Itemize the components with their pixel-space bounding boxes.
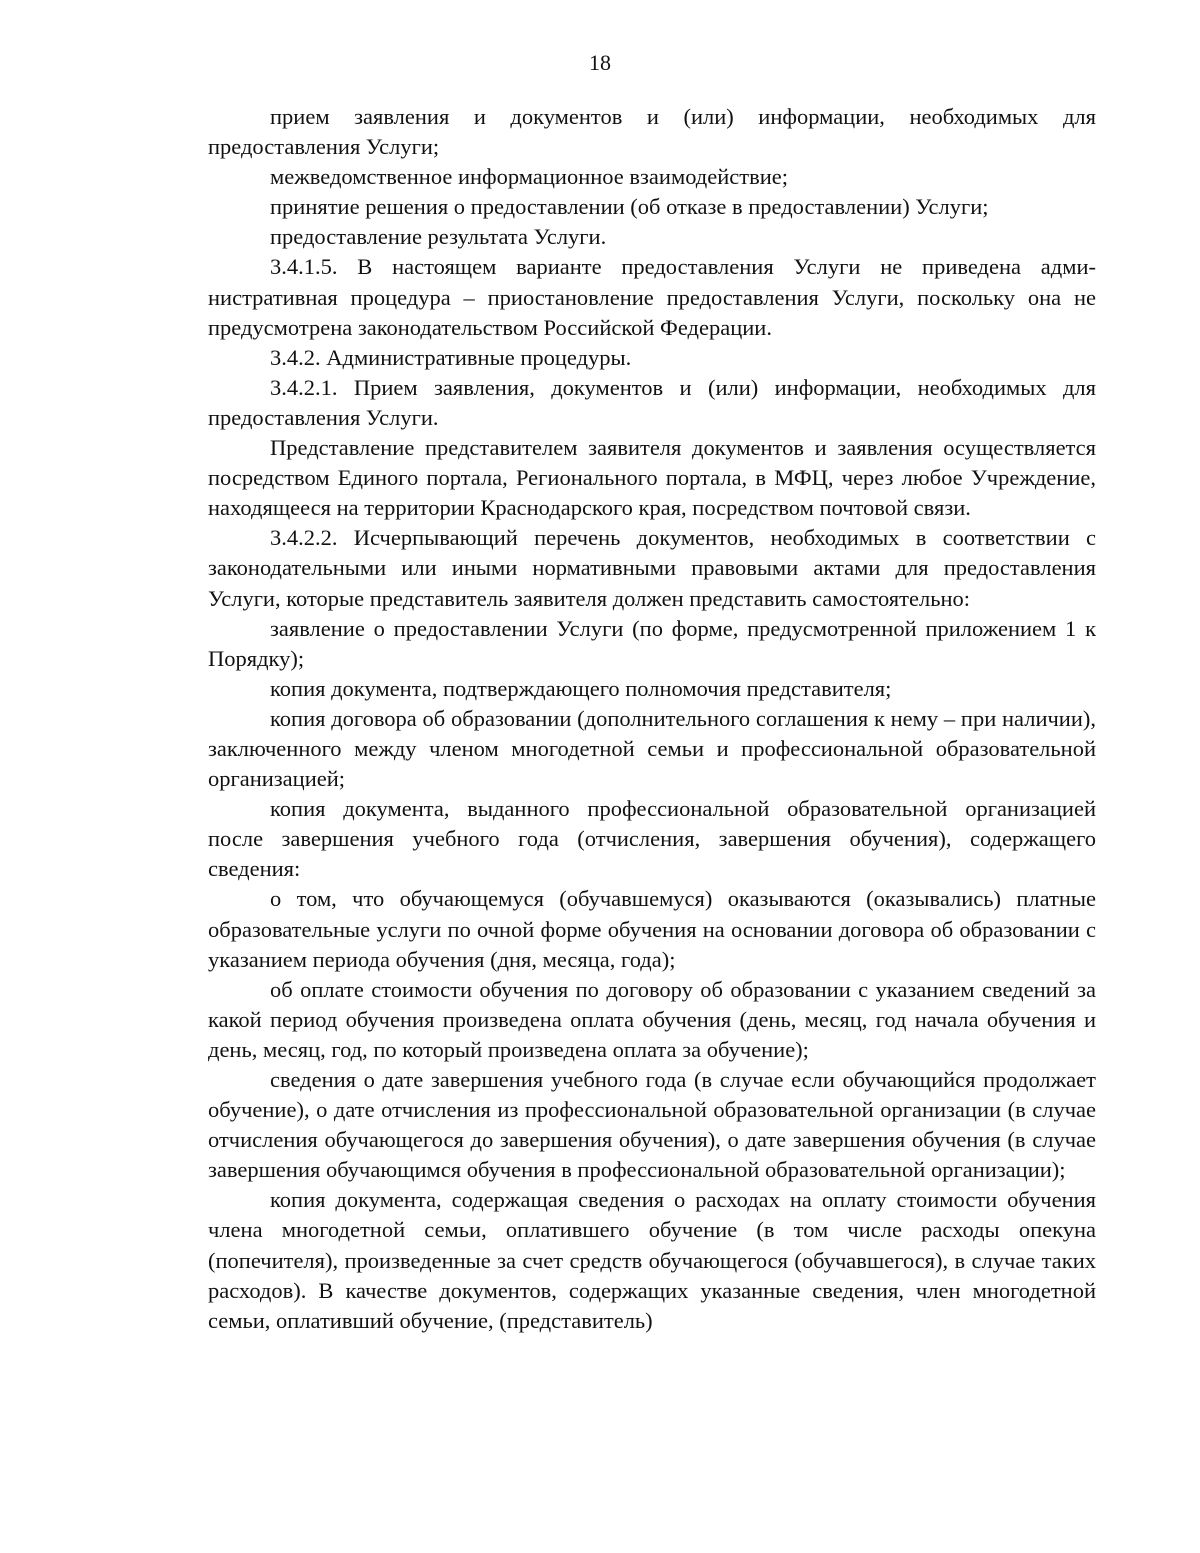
list-item: о том, что обучающемуся (обучавшемуся) оказываются (оказывались) платные образовательные услуги по очной форме обучения на основании договора об образовании с указанием периода обучения (дня, месяца, года); — [208, 886, 1096, 972]
section-heading: 3.4.2. Административные процедуры. — [270, 344, 632, 370]
section-heading: 3.4.2.1. Прием заявления, документов и (или) информации, необходимых для предоставления Услуги. — [208, 374, 1096, 430]
paragraph: межведомственное информационное взаимодействие; — [270, 164, 788, 190]
paragraph: прием заявления и документов и (или) информации, необходимых для предоставления Услуги; — [208, 104, 1096, 160]
paragraph: 3.4.2.2. Исчерпывающий перечень документов, необходимых в соответствии с законодательными или иными нормативными правовыми актами для предоставления Услуги, которые представитель заявителя должен представить самостоятельно: — [208, 525, 1096, 611]
list-item: об оплате стоимости обучения по договору об образовании с указанием сведений за какой период обучения произведена оплата обучения (день, месяц, год начала обучения и день, месяц, год, по который произведена оплата за обучение); — [208, 976, 1096, 1062]
paragraph: 3.4.1.5. В настоящем варианте предоставления Услуги не приведена административная процедура – приостановление предоставления Услуги, поскольку она не предусмотрена законодательством Российской Федерации. — [208, 254, 1096, 340]
list-item: копия документа, содержащая сведения о расходах на оплату стоимости обучения члена многодетной семьи, оплатившего обучение (в том числе расходы опекуна (попечителя), произведенные за счет средств обучающегося (обучавшегося), в случае таких расходов). В качестве документов, содержащих указанные сведения, член многодетной семьи, оплативший обучение, (представитель) — [208, 1187, 1096, 1333]
document-body — [208, 102, 1096, 1336]
list-item: копия документа, выданного профессиональной образовательной организацией после завершения учебного года (отчисления, завершения обучения), содержащего сведения: — [208, 796, 1096, 882]
list-item: заявление о предоставлении Услуги (по форме, предусмотренной приложением 1 к Порядку); — [208, 615, 1096, 671]
paragraph: предоставление результата Услуги. — [270, 224, 607, 250]
page-number: 18 — [589, 50, 611, 75]
paragraph: Представление представителем заявителя документов и заявления осуществляется посредством Единого портала, Регионального портала, в МФЦ, через любое Учреждение, находящееся на территории Краснодарского края, посредством почтовой связи. — [208, 435, 1096, 521]
list-item: копия документа, подтверждающего полномочия представителя; — [270, 675, 892, 701]
list-item: копия договора об образовании (дополнительного соглашения к нему – при наличии), заключенного между членом многодетной семьи и профессиональной образовательной организацией; — [208, 705, 1096, 792]
paragraph: принятие решения о предоставлении (об отказе в предоставлении) Услуги; — [270, 194, 989, 220]
list-item: сведения о дате завершения учебного года (в случае если обучающийся продолжает обучение), о дате отчисления из профессиональной образовательной организации (в случае отчисления обучающегося до завершения обучения), о дате завершения обучения (в случае завершения обучающимся обучения в профессиональной образовательной организации); — [208, 1067, 1096, 1183]
